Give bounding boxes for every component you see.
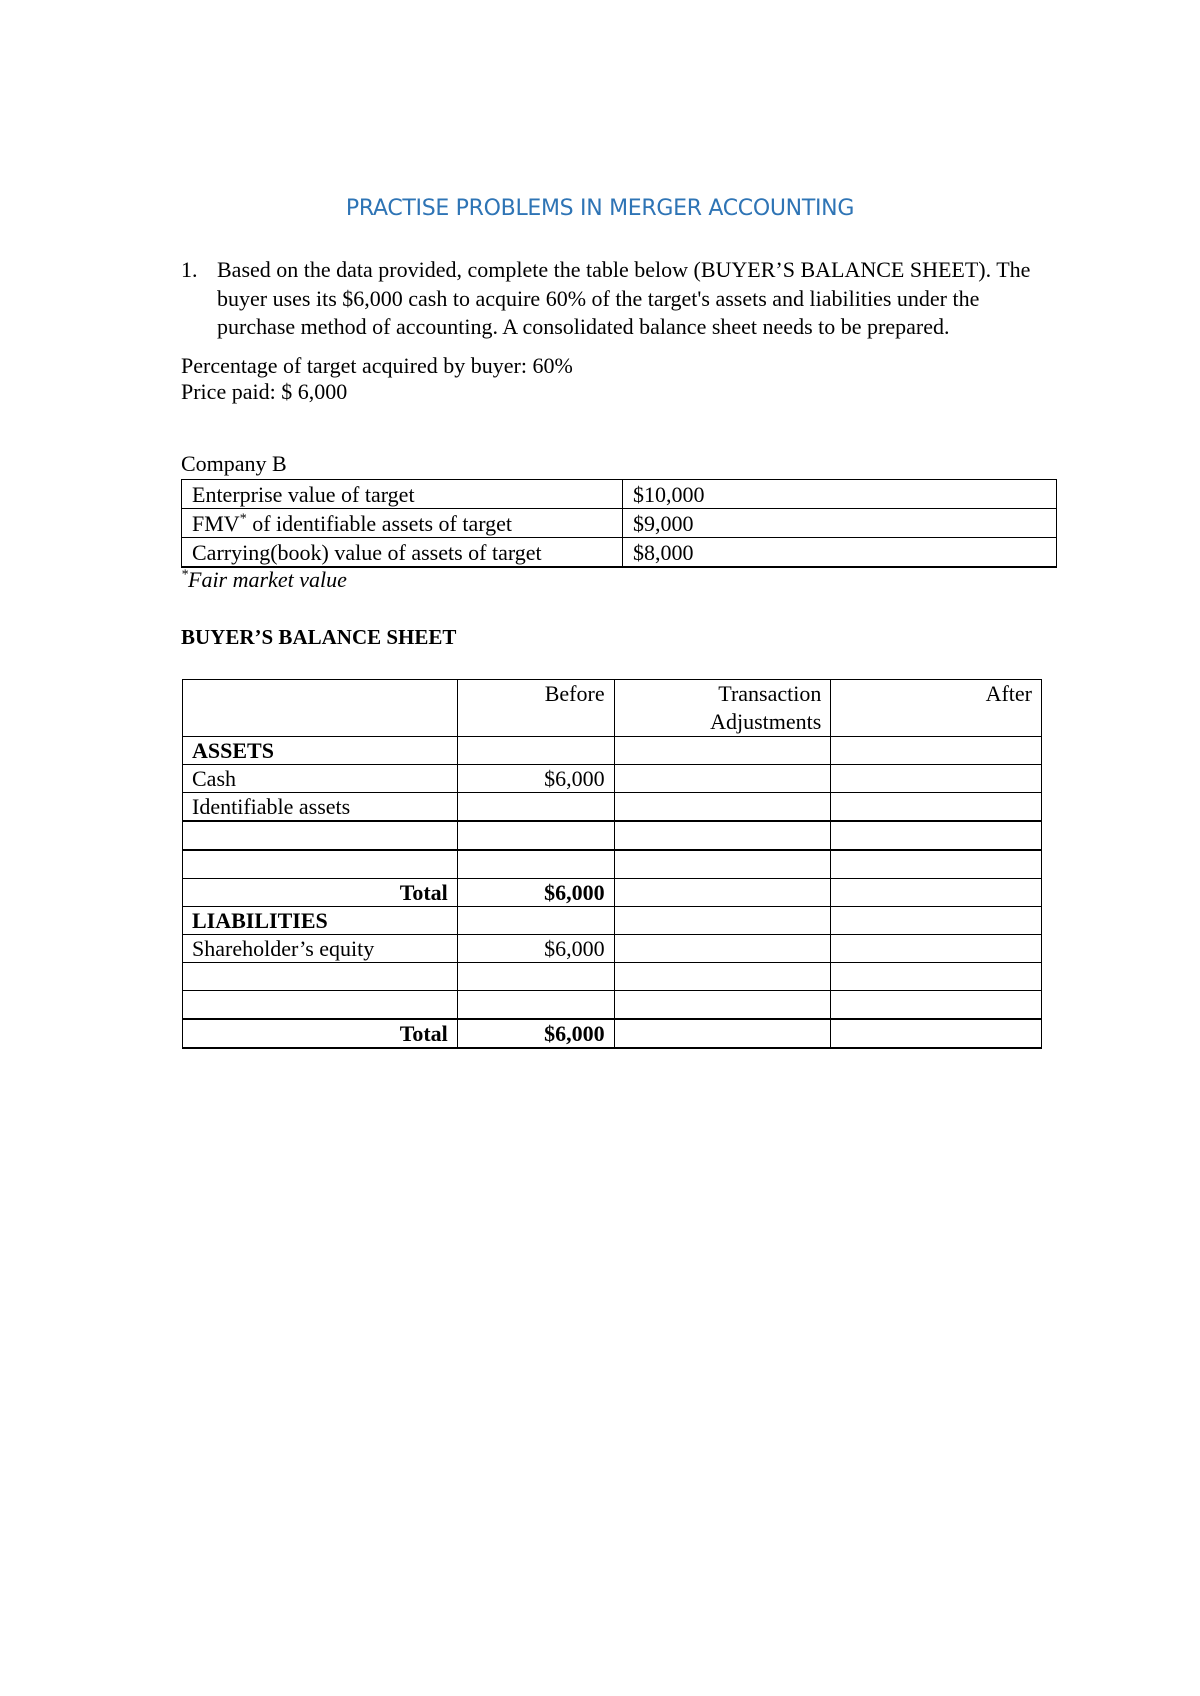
liabilities-total-label: Total [183, 1019, 458, 1048]
table-row [183, 963, 1042, 991]
company-table [181, 479, 1057, 568]
header-before: Before [457, 680, 614, 737]
problem-statement [181, 256, 1061, 342]
liabilities-total-before: $6,000 [457, 1019, 614, 1048]
header-adjustments: Transaction Adjustments [614, 680, 831, 737]
table-row [183, 879, 1042, 907]
price-paid: Price paid: $ 6,000 [181, 379, 348, 404]
balance-sheet-table [182, 679, 1042, 1049]
table-row [183, 737, 1042, 765]
balance-sheet-heading: BUYER’S BALANCE SHEET [181, 625, 457, 649]
table-row [182, 480, 1057, 509]
equity-before: $6,000 [457, 935, 614, 963]
table-row [182, 538, 1057, 568]
company-row-label: Carrying(book) value of assets of target [182, 538, 623, 568]
table-row [183, 821, 1042, 850]
footnote: *Fair market value [181, 567, 347, 592]
table-row [183, 765, 1042, 793]
header-after: After [831, 680, 1042, 737]
table-row [182, 509, 1057, 538]
company-row-value: $10,000 [623, 480, 1057, 509]
problem-text: Based on the data provided, complete the table below (BUYER’S BALANCE SHEET). The buyer uses its $6,000 cash to acquire 60% of the target's assets and liabilities under the purchase method of accounting. A consolidated balance sheet needs to be prepared. [217, 257, 1031, 339]
company-row-value: $8,000 [623, 538, 1057, 568]
percentage-acquired: Percentage of target acquired by buyer: 60% [181, 353, 573, 378]
liabilities-section-label: LIABILITIES [183, 907, 458, 935]
identifiable-assets-label: Identifiable assets [183, 793, 458, 822]
header-label-cell [183, 680, 458, 737]
table-row [183, 907, 1042, 935]
cash-label: Cash [183, 765, 458, 793]
table-header-row [183, 680, 1042, 737]
company-label: Company B [181, 451, 287, 476]
company-row-label: Enterprise value of target [182, 480, 623, 509]
table-row [183, 935, 1042, 963]
table-row [183, 850, 1042, 879]
assets-section-label: ASSETS [183, 737, 458, 765]
table-row [183, 1019, 1042, 1048]
assets-total-before: $6,000 [457, 879, 614, 907]
company-row-label: FMV* of identifiable assets of target [182, 509, 623, 538]
page-title: PRACTISE PROBLEMS IN MERGER ACCOUNTING [345, 196, 855, 221]
footnote-marker: * [239, 511, 247, 527]
company-row-value: $9,000 [623, 509, 1057, 538]
table-row [183, 793, 1042, 822]
table-row [183, 991, 1042, 1020]
equity-label: Shareholder’s equity [183, 935, 458, 963]
assets-total-label: Total [183, 879, 458, 907]
cash-before: $6,000 [457, 765, 614, 793]
problem-number: 1. [181, 257, 198, 282]
